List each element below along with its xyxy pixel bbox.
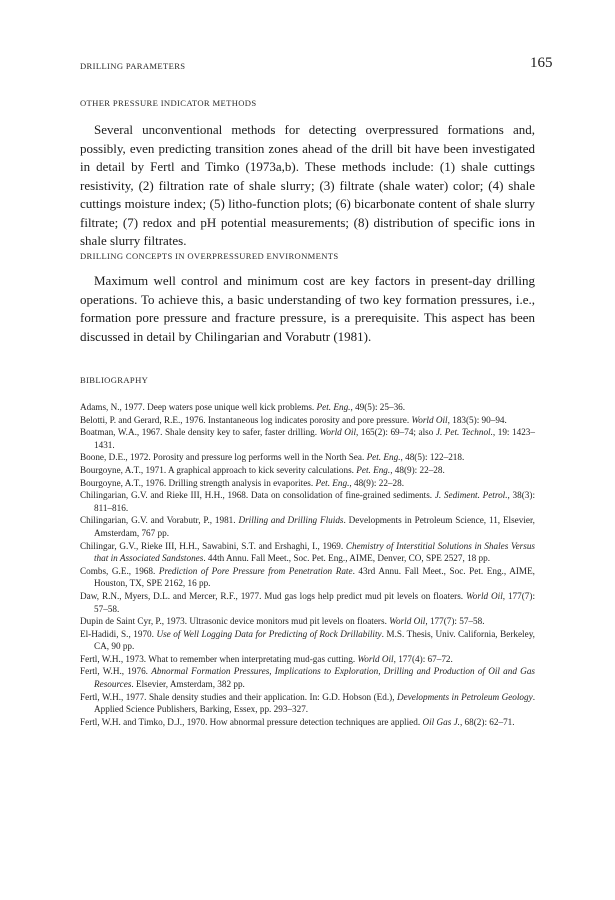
citation-source: Chemistry of Interstitial Solutions in Shales Versus that in Associated Sandstones [94,540,535,564]
bibliography-entry [80,426,535,451]
bibliography-entry [80,477,535,490]
bibliography-entry [80,451,535,464]
bibliography-entry [80,565,535,590]
citation-source: Pet. Eng. [356,464,391,475]
citation-text: , 177(7): 57–58. [94,590,535,614]
citation-text: Bourgoyne, A.T., 1976. Drilling strength analysis in evaporites. [80,477,316,488]
bibliography-entry [80,628,535,653]
bibliography-entry [80,514,535,539]
citation-source: World Oil [411,414,448,425]
citation-text: El-Hadidi, S., 1970. [80,628,157,639]
citation-text: , 48(5): 122–218. [400,452,465,463]
section-heading-drilling-concepts: DRILLING CONCEPTS IN OVERPRESSURED ENVIRONMENTS [80,251,339,261]
citation-text: Chilingarian, G.V. and Vorabutr, P., 1981. [80,515,239,526]
paragraph-drilling-concepts: Maximum well control and minimum cost are key factors in present-day drilling operations. To achieve this, a basic understanding of two key formation pressures, i.e., formation pore pressure and fracture pressure, is a prerequisite. This aspect has been discussed in detail by Chilingarian and Vorabutr (1981). [80,273,535,344]
citation-text: . Applied Science Publishers, Barking, Essex, pp. 293–327. [94,691,535,715]
citation-text: . Elsevier, Amsterdam, 382 pp. [131,679,245,690]
bibliography-heading: BIBLIOGRAPHY [80,375,149,385]
citation-source: Use of Well Logging Data for Predicting of Rock Drillability [156,628,382,639]
citation-text: Fertl, W.H., 1973. What to remember when interpretating mud-gas cutting. [80,653,358,664]
citation-text: , 49(5): 25–36. [350,402,406,412]
page-number: 165 [530,55,553,71]
citation-text: . 44th Annu. Fall Meet., Soc. Pet. Eng., AIME, Denver, CO, SPE 2527, 18 pp. [203,553,491,564]
citation-text: Adams, N., 1977. Deep waters pose unique well kick problems. [80,402,317,412]
bibliography-entry [80,540,535,565]
bibliography-entry [80,590,535,615]
citation-source: World Oil [465,590,503,601]
citation-source: Prediction of Pore Pressure from Penetration Rate [158,565,353,576]
citation-text: , 183(5): 90–94. [447,414,507,425]
citation-text: Chilingar, G.V., Rieke III, H.H., Sawabini, S.T. and Ershaghi, I., 1969. [80,540,346,551]
citation-source: J. Sediment. Petrol. [434,490,508,501]
citation-text: Chilingarian, G.V. and Rieke III, H.H., 1968. Data on consolidation of fine-grained sediments. [80,490,435,501]
section-heading-pressure-indicators: OTHER PRESSURE INDICATOR METHODS [80,98,257,108]
citation-text: Bourgoyne, A.T., 1971. A graphical approach to kick severity calculations. [80,464,357,475]
citation-source: Drilling and Drilling Fluids [238,515,344,526]
citation-text: . M.S. Thesis, Univ. California, Berkeley, CA, 90 pp. [94,628,535,652]
citation-text: Combs, G.E., 1968. [80,565,159,576]
citation-text: . 43rd Annu. Fall Meet., Soc. Pet. Eng., AIME, Houston, TX, SPE 2162, 16 pp. [94,565,535,589]
citation-text: , 165(2): 69–74; also [356,427,436,438]
bibliography-entry [80,464,535,477]
citation-source: J. Pet. Technol. [435,427,493,438]
citation-text: Belotti, P. and Gerard, R.E., 1976. Instantaneous log indicates porosity and pore pressure. [80,414,412,425]
bibliography-entry [80,401,535,414]
citation-text: Dupin de Saint Cyr, P., 1973. Ultrasonic device monitors mud pit levels on floaters. [80,616,390,627]
running-head: DRILLING PARAMETERS [80,61,186,71]
bibliography-list [80,401,535,728]
citation-source: Pet. Eng. [315,477,350,488]
bibliography-entry [80,615,535,628]
citation-text: Boatman, W.A., 1967. Shale density key to safer, faster drilling. [80,427,320,438]
citation-text: , 68(2): 62–71. [459,716,515,727]
citation-text: , 177(4): 67–72. [393,653,453,664]
citation-text: , 177(7): 57–58. [425,616,485,627]
citation-source: Pet. Eng. [366,452,401,463]
citation-source: Developments in Petroleum Geology [397,691,533,702]
citation-text: Fertl, W.H., 1977. Shale density studies and their application. In: G.D. Hobson (Ed.), [80,691,398,702]
citation-text: Boone, D.E., 1972. Porosity and pressure log performs well in the North Sea. [80,452,367,463]
bibliography-entry [80,665,535,690]
bibliography-entry [80,489,535,514]
citation-source: Oil Gas J. [422,716,460,727]
citation-source: World Oil [389,616,426,627]
bibliography-entry [80,653,535,666]
citation-source: Abnormal Formation Pressures, Implications to Exploration, Drilling and Production of Oil and Gas Resources [94,666,535,690]
citation-text: Daw, R.N., Myers, D.L. and Mercer, R.F., 1977. Mud gas logs help predict mud pit levels on floaters. [80,590,466,601]
bibliography-entry [80,691,535,716]
citation-text: . Developments in Petroleum Science, 11, Elsevier, Amsterdam, 767 pp. [94,515,535,538]
citation-text: Fertl, W.H., 1976. [80,666,152,677]
citation-text: , 19: 1423–1431. [94,427,535,450]
citation-source: Pet. Eng. [316,402,351,412]
citation-text: , 38(3): 811–816. [94,490,535,513]
citation-source: World Oil [319,427,357,438]
citation-source: World Oil [357,653,394,664]
citation-text: Fertl, W.H. and Timko, D.J., 1970. How abnormal pressure detection techniques are applied. [80,716,423,727]
citation-text: , 48(9): 22–28. [390,464,445,475]
citation-text: , 48(9): 22–28. [349,477,404,488]
bibliography-entry [80,716,535,729]
paragraph-pressure-indicators: Several unconventional methods for detecting overpressured formations and, possibly, even predicting transition zones ahead of the drill bit have been investigated in detail by Fertl and Timko (1973a,b). These methods include: (1) shale cuttings resistivity, (2) filtration rate of shale slurry; (3) filtrate (shale water) color; (4) shale cuttings moisture index; (5) litho-function plots; (6) bicarbonate content of shale slurry filtrate; (7) redox and pH potential measurements; (8) distribution of specific ions in shale slurry filtrates. [80,122,535,248]
bibliography-entry [80,414,535,427]
